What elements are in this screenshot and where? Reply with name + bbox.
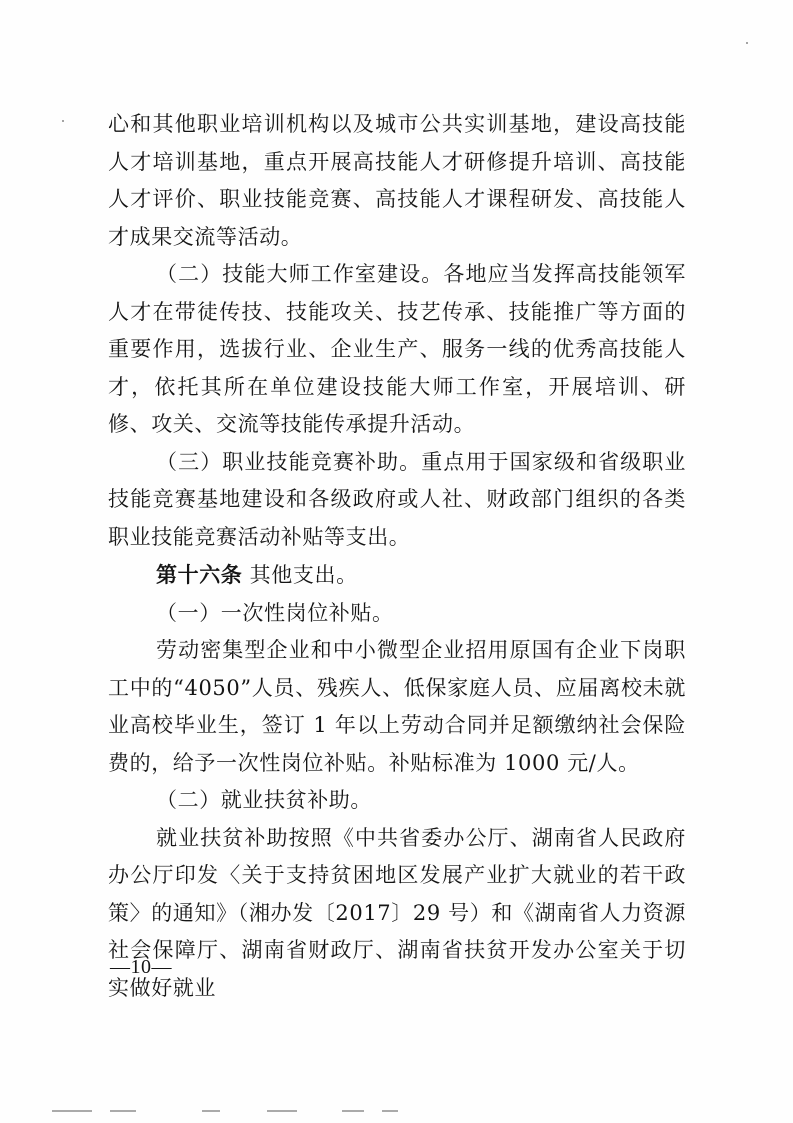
paragraph-item-2-master-studio: （二）技能大师工作室建设。各地应当发挥高技能领军人才在带徒传技、技能攻关、技艺传承、技能推广等方面的重要作用，选拔行业、企业生产、服务一线的优秀高技能人才，依托其所在单位建设技能大师工作室，开展培训、研修、攻关、交流等技能传承提升活动。 [108, 262, 686, 436]
paragraph-article-16 [108, 556, 686, 595]
paragraph-sub-1-title: （一）一次性岗位补贴。 [156, 600, 394, 625]
paragraph-intro-continuation: 心和其他职业培训机构以及城市公共实训基地，建设高技能人才培训基地，重点开展高技能人才研修提升培训、高技能人才评价、职业技能竞赛、高技能人才课程研发、高技能人才成果交流等活动。 [108, 112, 686, 249]
document-body [108, 106, 686, 1007]
article-16-text: 其他支出。 [242, 563, 358, 587]
paragraph-sub-2-title: （二）就业扶贫补助。 [156, 788, 372, 812]
scan-speck [746, 42, 748, 44]
paragraph-item-3-skills-competition: （三）职业技能竞赛补助。重点用于国家级和省级职业技能竞赛基地建设和各级政府或人社、财政部门组织的各类职业技能竞赛活动补贴等支出。 [108, 449, 686, 549]
paragraph-sub-2-body: 就业扶贫补助按照《中共省委办公厅、湖南省人民政府办公厅印发〈关于支持贫困地区发展产业扩大就业的若干政策〉的通知》（湘办发〔2017〕29 号）和《湖南省人力资源社会保障厅、湖南省财政厅、湖南省扶贫开发办公室关于切实做好就业 [108, 825, 686, 1000]
paragraph-sub-1-body: 劳动密集型企业和中小微型企业招用原国有企业下岗职工中的“4050”人员、残疾人、低保家庭人员、应届离校未就业高校毕业生，签订 1 年以上劳动合同并足额缴纳社会保险费的，给予一次性岗位补贴。补贴标准为 1000 元/人。 [108, 638, 686, 775]
article-16-heading: 第十六条 [156, 562, 243, 587]
page-number: —10— [110, 956, 172, 978]
scan-bottom-artifacts [52, 1106, 412, 1116]
scan-speck [62, 120, 64, 122]
